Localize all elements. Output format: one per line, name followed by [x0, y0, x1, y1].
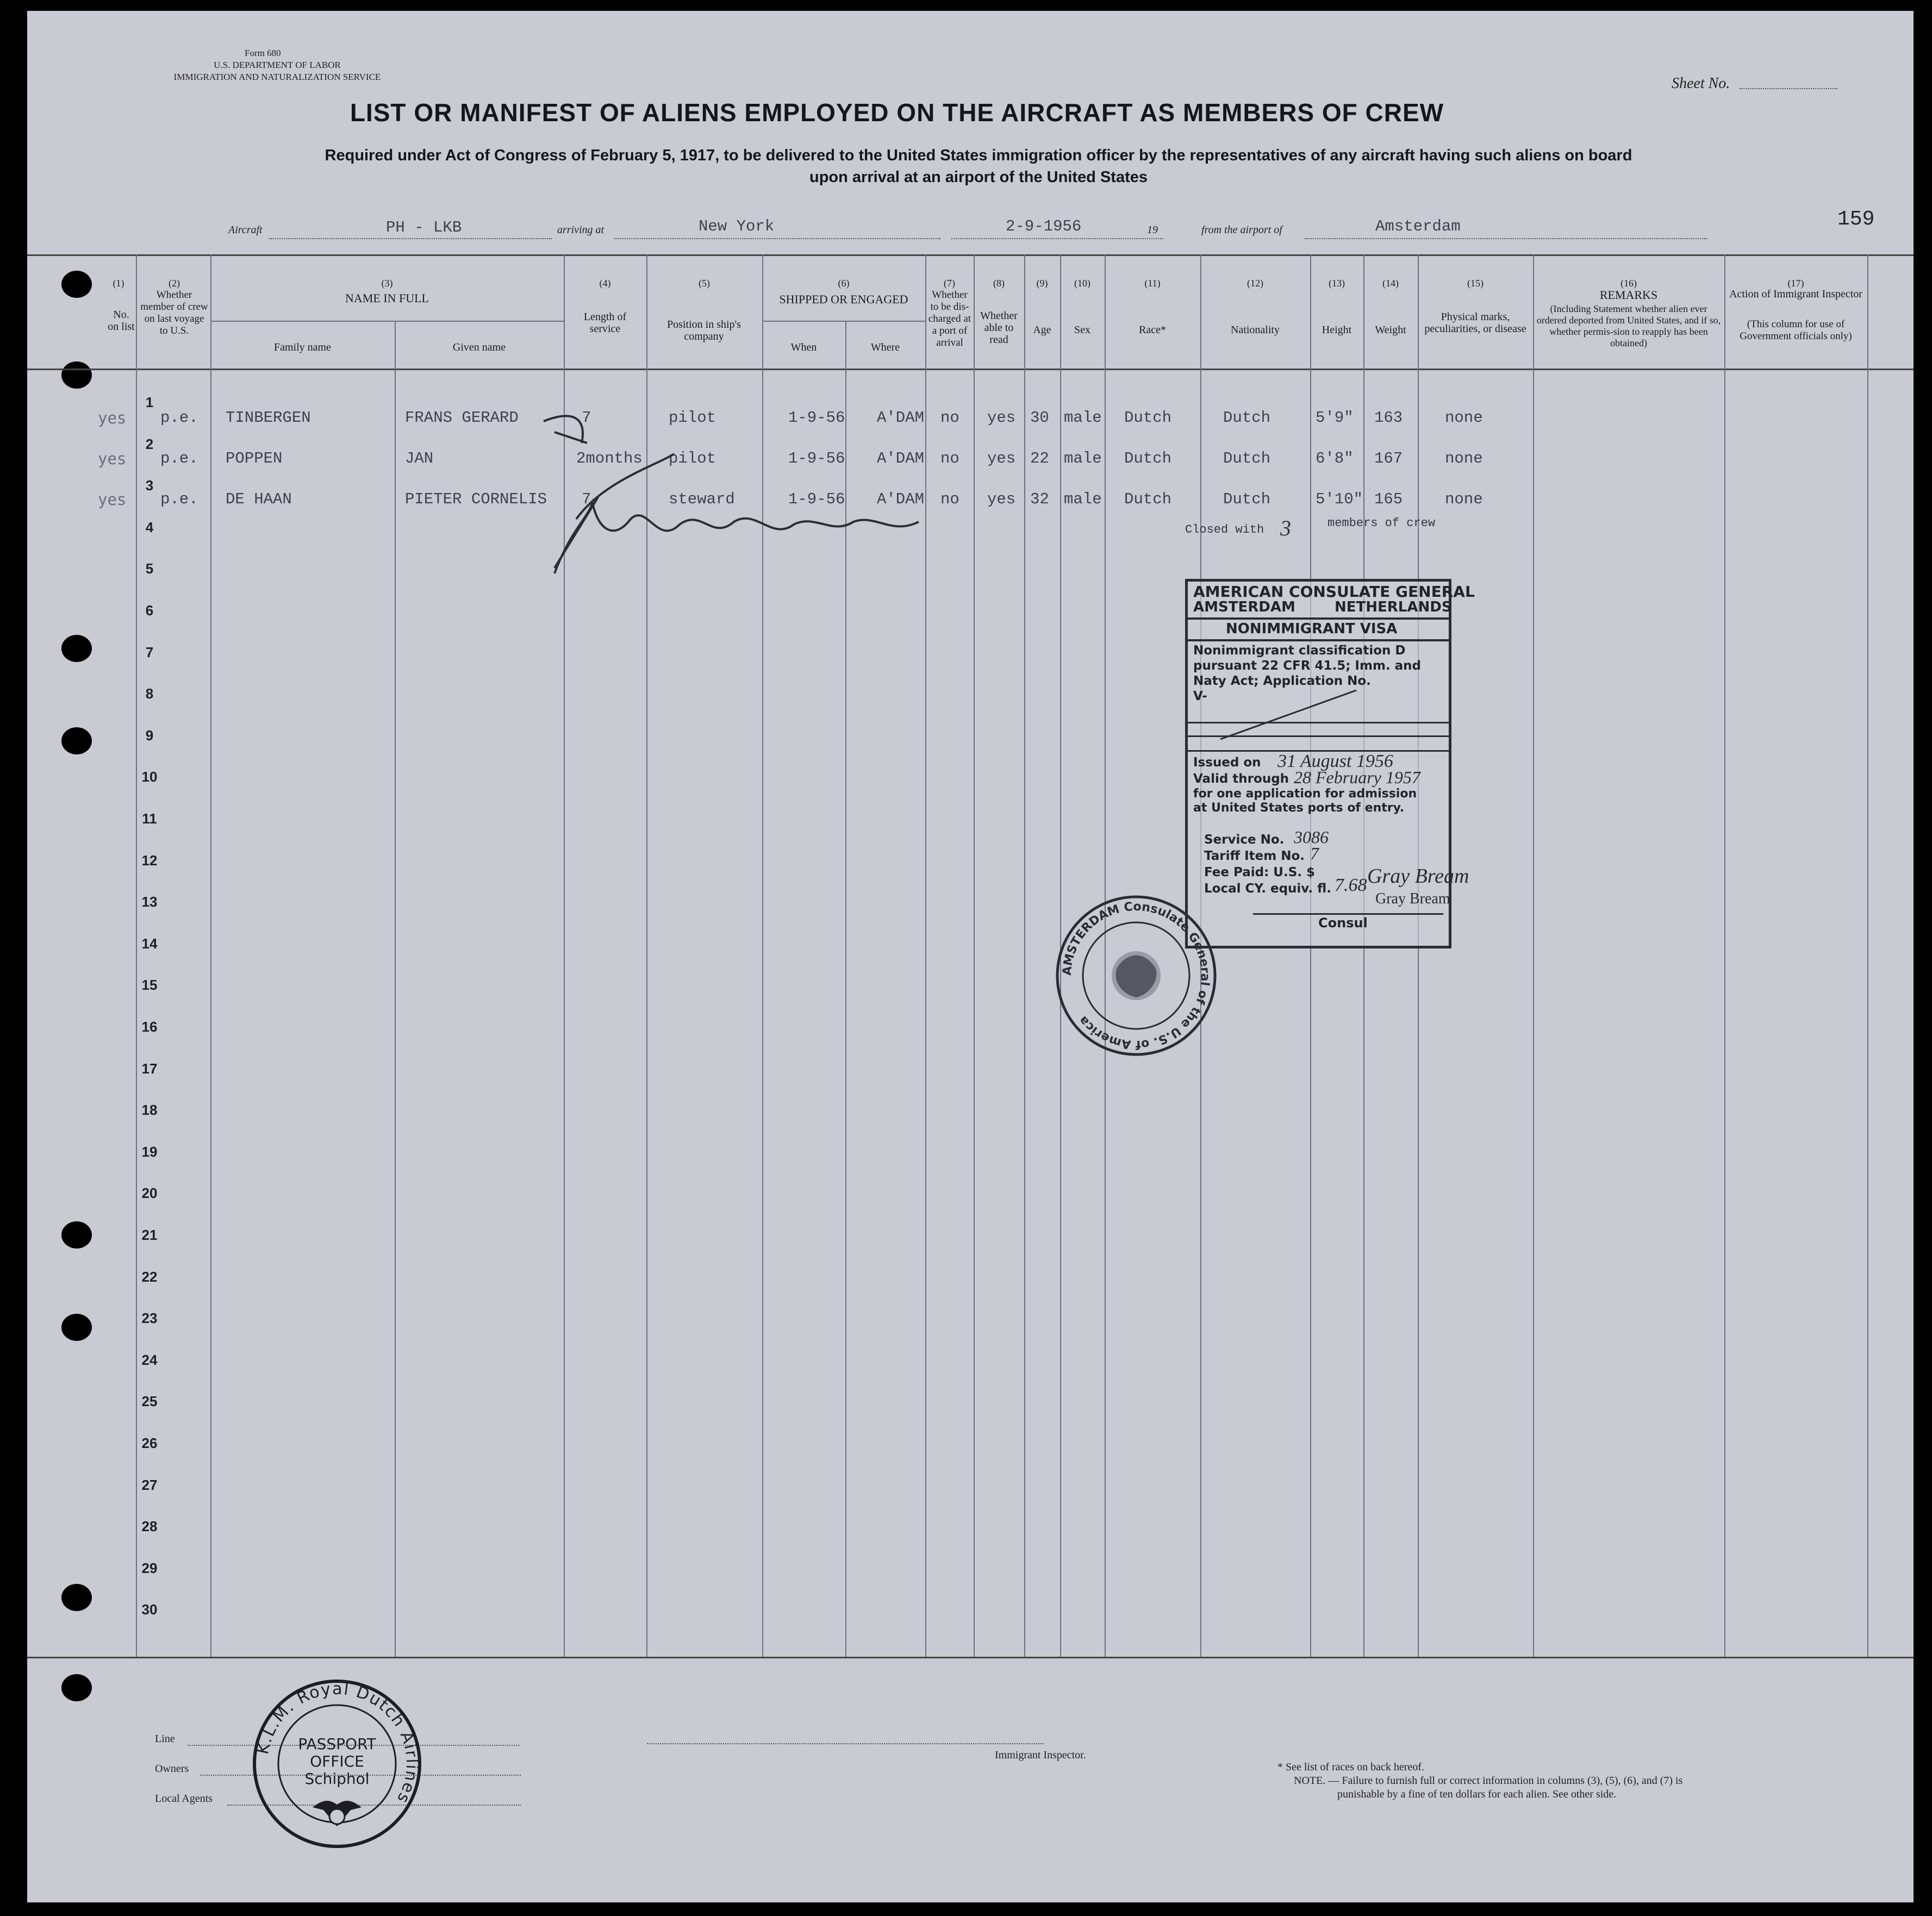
last-voyage-cell: p.e. — [160, 450, 198, 467]
race-cell: Dutch — [1124, 450, 1172, 467]
col2-label: Whether member of crew on last voyage to U.S. — [140, 289, 208, 336]
shipped-where-cell: A'DAM — [877, 490, 925, 508]
from-value: Amsterdam — [1375, 217, 1461, 235]
discharged-cell: no — [940, 450, 959, 467]
visa-rule — [1188, 639, 1449, 641]
col9-label: Age — [1033, 324, 1051, 336]
row-number: 25 — [141, 1393, 158, 1409]
col16-label: REMARKS — [1599, 288, 1658, 302]
row-number: 1 — [145, 394, 154, 410]
table-top-border — [27, 254, 1914, 256]
row-number: 28 — [141, 1518, 158, 1534]
closed-prefix: Closed with — [1185, 523, 1264, 536]
visa-signature: Gray Bream — [1367, 865, 1469, 888]
page-number: 159 — [1837, 208, 1875, 231]
row-number: 7 — [145, 644, 154, 660]
col10-label: Sex — [1074, 324, 1090, 336]
col11-label: Race* — [1139, 324, 1166, 336]
visa-line2a: AMSTERDAM — [1193, 599, 1295, 615]
table-bottom-border — [27, 1657, 1914, 1658]
footer-owners-label: Owners — [155, 1763, 189, 1775]
klm-line3: Schiphol — [304, 1770, 370, 1788]
inspector-label: Immigrant Inspector. — [995, 1749, 1086, 1761]
col15-number: (15) — [1467, 278, 1484, 289]
klm-line1: PASSPORT — [298, 1735, 376, 1753]
col3a-label: Family name — [274, 341, 331, 353]
discharged-cell: no — [940, 409, 959, 427]
col7-number: (7) — [944, 278, 955, 289]
col11-number: (11) — [1144, 278, 1161, 289]
sex-cell: male — [1064, 409, 1102, 427]
able-to-read-cell: yes — [987, 450, 1016, 467]
row-number: 15 — [141, 977, 158, 993]
footnote-fine: punishable by a fine of ten dollars for each alien. See other side. — [1337, 1788, 1617, 1800]
row-number: 8 — [145, 685, 154, 702]
weight-cell: 167 — [1374, 450, 1403, 467]
visa-issued-value: 31 August 1956 — [1277, 751, 1393, 771]
length-of-service-cell: 7 — [582, 409, 591, 427]
given-name-cell: JAN — [405, 450, 434, 467]
able-to-read-cell: yes — [987, 409, 1016, 427]
visa-valid-value: 28 February 1957 — [1294, 767, 1420, 787]
col12-number: (12) — [1247, 278, 1263, 289]
row-number: 3 — [145, 477, 154, 494]
shipped-when-cell: 1-9-56 — [788, 490, 845, 508]
punch-hole — [61, 361, 92, 389]
col16-sub: (Including Statement whether alien ever ordered deported from United States, and if so, whether permis-sion to reapply has been obtained) — [1536, 303, 1721, 348]
col9-number: (9) — [1036, 278, 1048, 289]
position-cell: pilot — [669, 450, 716, 467]
visa-valid-label: Valid through — [1193, 772, 1289, 786]
footer-line-label: Line — [155, 1733, 175, 1745]
aircraft-line — [269, 238, 552, 239]
row-number: 20 — [141, 1185, 158, 1201]
footnote-note: NOTE. — Failure to furnish full or correct information in columns (3), (5), (6), and (7) is — [1294, 1775, 1683, 1787]
col-divider — [974, 254, 975, 1657]
physical-marks-cell: none — [1445, 409, 1483, 427]
row-number: 13 — [141, 894, 158, 910]
physical-marks-cell: none — [1445, 490, 1483, 508]
col6a-label: When — [790, 341, 817, 353]
col5-number: (5) — [699, 278, 710, 289]
punch-hole — [61, 635, 92, 662]
col8-label: Whether able to read — [980, 310, 1018, 346]
from-label: from the airport of — [1201, 224, 1282, 236]
col4-number: (4) — [599, 278, 611, 289]
col17-number: (17) — [1787, 278, 1804, 289]
row-number: 4 — [145, 519, 154, 535]
visa-line1: AMERICAN CONSULATE GENERAL — [1193, 583, 1475, 601]
sex-cell: male — [1064, 490, 1102, 508]
race-cell: Dutch — [1124, 490, 1172, 508]
length-of-service-cell: 2months — [576, 450, 643, 467]
row-number: 9 — [145, 727, 154, 744]
aircraft-label: Aircraft — [228, 224, 263, 236]
col7-label: Whether to be dis-charged at a port of arrival — [928, 289, 971, 348]
col17-sub: (This column for use of Government officials only) — [1740, 319, 1852, 342]
col-divider — [1418, 254, 1419, 1657]
family-name-cell: DE HAAN — [226, 490, 292, 508]
race-cell: Dutch — [1124, 409, 1172, 427]
col16-number: (16) — [1621, 278, 1637, 289]
visa-service-value: 3086 — [1294, 827, 1329, 847]
shipped-where-cell: A'DAM — [877, 409, 925, 427]
nationality-cell: Dutch — [1223, 490, 1271, 508]
col12-label: Nationality — [1231, 324, 1280, 336]
sheet-label: Sheet No. — [1672, 75, 1730, 92]
from-line — [1305, 238, 1707, 239]
col3-number: (3) — [381, 278, 393, 289]
col4-label: Length of service — [583, 311, 627, 335]
closed-suffix: members of crew — [1328, 516, 1436, 530]
visa-local-label: Local CY. equiv. fl. — [1204, 882, 1331, 896]
given-name-cell: FRANS GERARD — [405, 409, 519, 427]
col10-number: (10) — [1074, 278, 1090, 289]
col1-label: No. on list — [108, 309, 135, 333]
age-cell: 30 — [1030, 409, 1049, 427]
height-cell: 5'9" — [1316, 409, 1354, 427]
klm-passport-stamp — [247, 1674, 427, 1853]
col-divider — [1024, 254, 1025, 1657]
row-number: 16 — [141, 1019, 158, 1035]
col-divider — [1867, 254, 1868, 1657]
last-voyage-mark: yes — [98, 450, 127, 468]
row-number: 17 — [141, 1060, 158, 1077]
col-divider — [1724, 254, 1725, 1657]
inspector-signature-line — [647, 1743, 1044, 1744]
row-number: 26 — [141, 1435, 158, 1451]
shipped-when-cell: 1-9-56 — [788, 409, 845, 427]
height-cell: 5'10" — [1316, 490, 1363, 508]
shipped-subheader-rule — [762, 321, 925, 322]
row-number: 14 — [141, 935, 158, 952]
closed-count: 3 — [1280, 516, 1291, 540]
visa-rule — [1188, 617, 1449, 620]
row-number: 23 — [141, 1310, 158, 1326]
col17-label: Action of Immigrant Inspector — [1729, 288, 1862, 300]
visa-line3: NONIMMIGRANT VISA — [1226, 621, 1398, 637]
klm-line2: OFFICE — [310, 1752, 364, 1770]
form-number: Form 680 — [245, 48, 281, 58]
position-cell: pilot — [669, 409, 716, 427]
row-number: 24 — [141, 1352, 158, 1368]
arriving-value: New York — [699, 217, 775, 235]
age-cell: 22 — [1030, 450, 1049, 467]
position-cell: steward — [669, 490, 735, 508]
sex-cell: male — [1064, 450, 1102, 467]
last-voyage-mark: yes — [98, 409, 127, 427]
visa-line2b: NETHERLANDS — [1335, 599, 1452, 615]
visa-strike-line — [1215, 679, 1378, 745]
year-label: 19 — [1147, 224, 1158, 236]
col14-label: Weight — [1375, 324, 1406, 336]
row-number: 2 — [145, 436, 154, 452]
shipped-when-cell: 1-9-56 — [788, 450, 845, 467]
footnote-races: * See list of races on back hereof. — [1277, 1761, 1424, 1773]
consulate-seal — [1052, 891, 1220, 1060]
punch-hole — [61, 1674, 92, 1701]
col-divider — [1310, 254, 1311, 1657]
col-divider — [1533, 254, 1534, 1657]
row-number: 27 — [141, 1477, 158, 1493]
row-number: 18 — [141, 1102, 158, 1118]
row-number: 29 — [141, 1560, 158, 1576]
nationality-cell: Dutch — [1223, 450, 1271, 467]
col15-label: Physical marks, peculiarities, or disease — [1424, 311, 1526, 335]
punch-hole — [61, 271, 92, 298]
row-number: 11 — [142, 810, 157, 827]
nationality-cell: Dutch — [1223, 409, 1271, 427]
col-divider — [395, 321, 396, 1657]
subtitle-line2: upon arrival at an airport of the United States — [809, 168, 1148, 186]
row-number: 30 — [141, 1601, 158, 1618]
visa-tariff-label: Tariff Item No. — [1204, 849, 1305, 863]
arriving-line — [614, 238, 940, 239]
row-number: 5 — [145, 560, 154, 577]
col6b-label: Where — [870, 341, 900, 353]
punch-hole — [61, 1584, 92, 1611]
height-cell: 6'8" — [1316, 450, 1354, 467]
visa-tariff-value: 7 — [1310, 844, 1319, 863]
visa-fee-value: 7.68 — [1335, 875, 1367, 895]
col6-number: (6) — [838, 278, 850, 289]
weight-cell: 165 — [1374, 490, 1403, 508]
date-line — [951, 238, 1163, 239]
name-subheader-rule — [210, 321, 564, 322]
discharged-cell: no — [940, 490, 959, 508]
visa-issued-label: Issued on — [1193, 756, 1261, 770]
form-service: IMMIGRATION AND NATURALIZATION SERVICE — [173, 72, 381, 82]
visa-line7: V- — [1193, 689, 1207, 703]
visa-signature-line — [1253, 913, 1443, 915]
col2-number: (2) — [169, 278, 180, 289]
aircraft-value: PH - LKB — [386, 219, 462, 236]
weight-cell: 163 — [1374, 409, 1403, 427]
family-name-cell: TINBERGEN — [226, 409, 311, 427]
punch-hole — [61, 727, 92, 754]
sheet-number-line — [1740, 88, 1837, 89]
col3b-label: Given name — [452, 341, 506, 353]
row-number: 10 — [141, 769, 158, 785]
seal-text: AMSTERDAM Consulate General of the U.S. of America — [1060, 900, 1212, 1052]
form-department: U.S. DEPARTMENT OF LABOR — [214, 60, 341, 70]
handwritten-signature — [538, 410, 962, 595]
col3-label: NAME IN FULL — [345, 291, 429, 305]
table-header-border — [27, 369, 1914, 370]
col13-number: (13) — [1329, 278, 1345, 289]
date-value: 2-9-1956 — [1006, 217, 1082, 235]
row-number: 12 — [141, 852, 158, 869]
visa-service-label: Service No. — [1204, 833, 1285, 847]
col14-number: (14) — [1382, 278, 1399, 289]
row-number: 6 — [145, 602, 154, 619]
manifest-sheet — [27, 11, 1914, 1902]
last-voyage-cell: p.e. — [160, 409, 198, 427]
visa-line4: Nonimmigrant classification D — [1193, 644, 1406, 658]
visa-fee-label: Fee Paid: U.S. $ — [1204, 865, 1316, 879]
visa-line5: pursuant 22 CFR 41.5; Imm. and — [1193, 659, 1422, 673]
family-name-cell: POPPEN — [226, 450, 283, 467]
klm-ring-text: K.L.M. Royal Dutch Airlines — [253, 1679, 422, 1807]
col8-number: (8) — [993, 278, 1005, 289]
punch-hole — [61, 1314, 92, 1341]
punch-hole — [61, 1221, 92, 1249]
page-title: LIST OR MANIFEST OF ALIENS EMPLOYED ON THE AIRCRAFT AS MEMBERS OF CREW — [350, 98, 1444, 127]
last-voyage-mark: yes — [98, 490, 127, 509]
age-cell: 32 — [1030, 490, 1049, 508]
row-number: 22 — [141, 1269, 158, 1285]
col5-label: Position in ship's company — [667, 319, 741, 342]
length-of-service-cell: 7 — [582, 490, 591, 508]
visa-line11: at United States ports of entry. — [1193, 801, 1405, 815]
visa-signer: Gray Bream — [1375, 890, 1450, 907]
shipped-where-cell: A'DAM — [877, 450, 925, 467]
visa-line6: Naty Act; Application No. — [1193, 674, 1371, 688]
visa-line10: for one application for admission — [1193, 787, 1417, 801]
row-number: 19 — [141, 1144, 158, 1160]
visa-stamp — [1185, 579, 1475, 948]
col6-label: SHIPPED OR ENGAGED — [779, 292, 908, 306]
col13-label: Height — [1322, 324, 1352, 336]
arriving-label: arriving at — [557, 224, 604, 236]
col1-number: (1) — [113, 278, 124, 289]
footer-agents-label: Local Agents — [155, 1793, 213, 1805]
row-number: 21 — [141, 1227, 158, 1243]
col-divider — [210, 254, 211, 1657]
physical-marks-cell: none — [1445, 450, 1483, 467]
col-divider — [1363, 254, 1364, 1657]
able-to-read-cell: yes — [987, 490, 1016, 508]
subtitle-line1: Required under Act of Congress of February 5, 1917, to be delivered to the United States immigration officer by the representatives of any aircraft having such aliens on board — [325, 147, 1632, 164]
visa-consul-label: Consul — [1318, 915, 1368, 931]
given-name-cell: PIETER CORNELIS — [405, 490, 547, 508]
last-voyage-cell: p.e. — [160, 490, 198, 508]
